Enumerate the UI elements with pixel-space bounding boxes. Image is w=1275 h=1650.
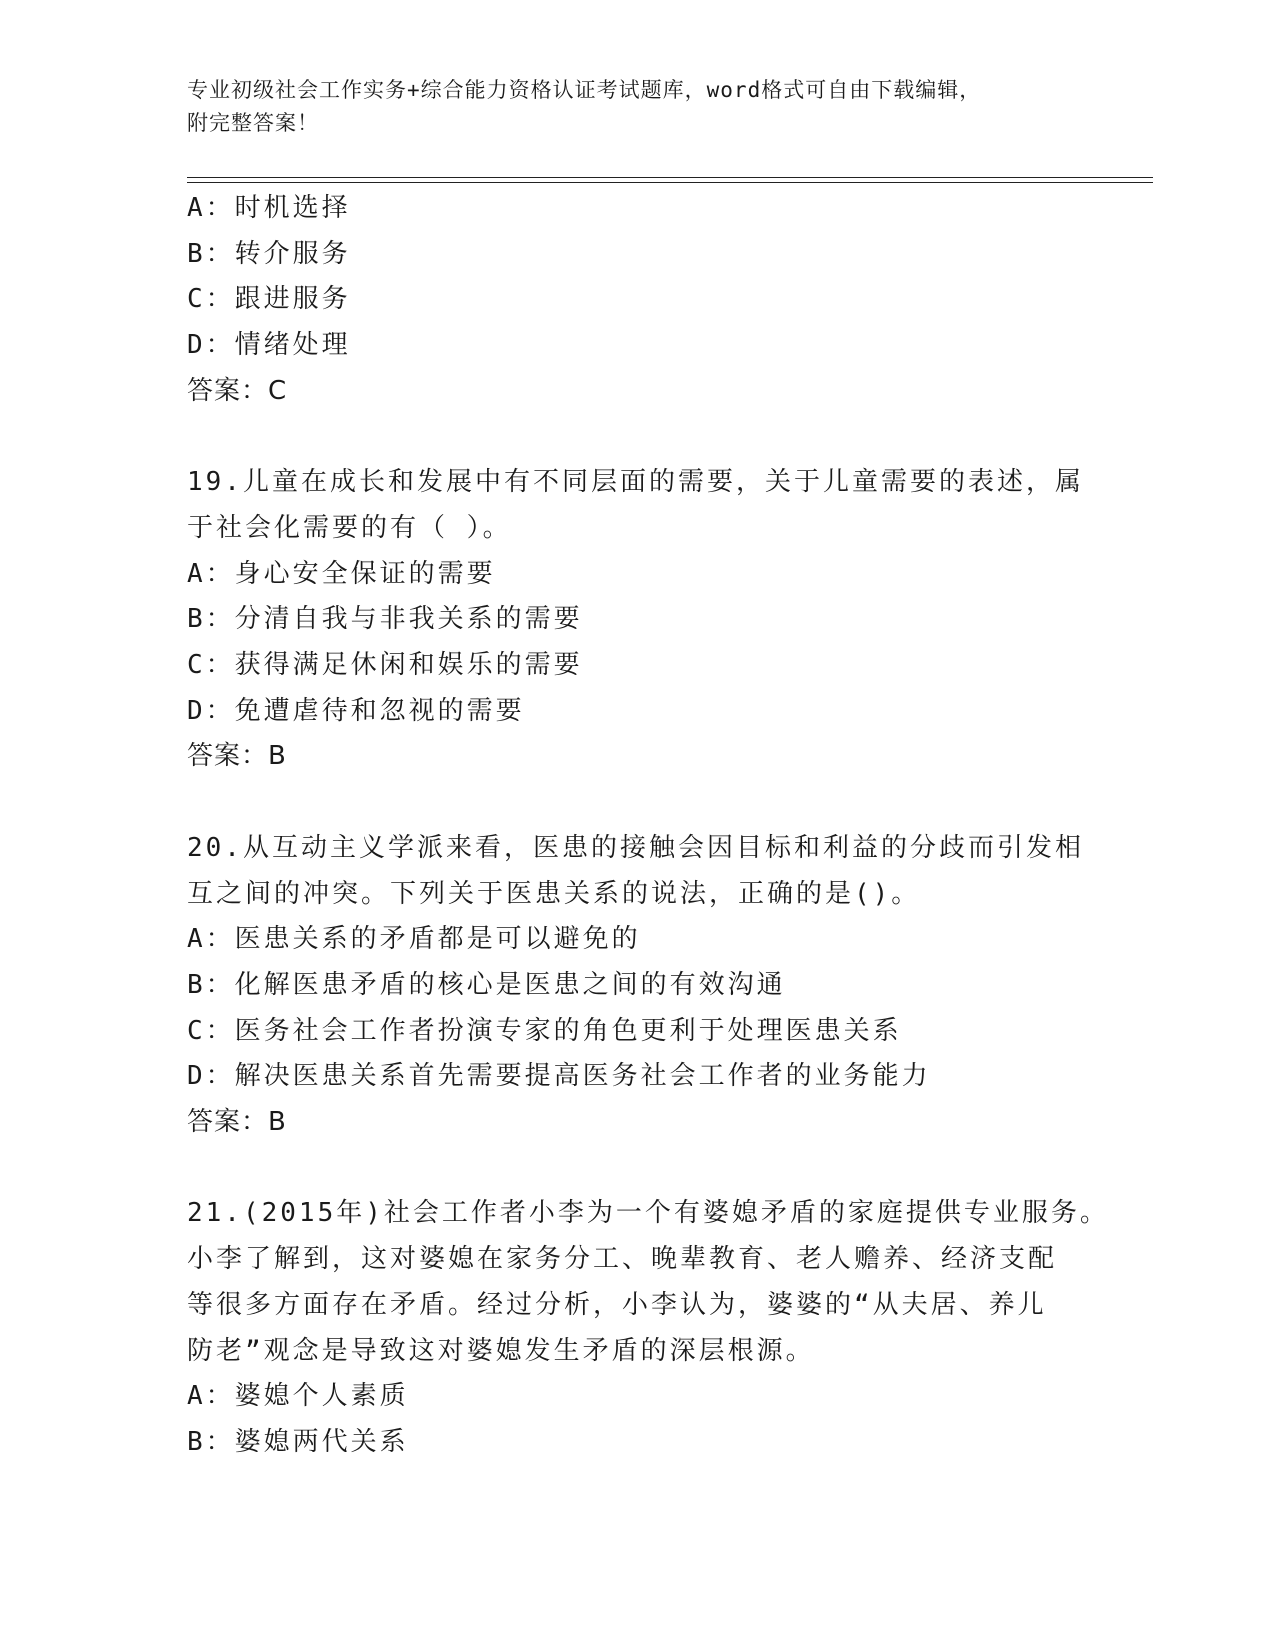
option-a: A：身心安全保证的需要 [187,558,496,589]
prev-question-block [187,186,1087,415]
header-divider-bottom [187,182,1153,183]
answer-line: 答案：C [187,375,288,406]
header-line-1: 专业初级社会工作实务+综合能力资格认证考试题库，word格式可自由下载编辑， [187,78,982,102]
answer-line: 答案：B [187,1107,287,1138]
question-21-text-3: 等很多方面存在矛盾。经过分析，小李认为，婆婆的“从夫居、养儿 [187,1289,1047,1320]
option-c: C：跟进服务 [187,284,351,315]
header-divider-top [187,177,1153,178]
answer-line: 答案：B [187,741,287,772]
document-header [187,74,1087,140]
option-a: A：医患关系的矛盾都是可以避免的 [187,924,641,955]
option-d: D：解决医患关系首先需要提高医务社会工作者的业务能力 [187,1061,931,1092]
option-b: B：分清自我与非我关系的需要 [187,604,583,635]
question-21-text-2: 小李了解到，这对婆媳在家务分工、晚辈教育、老人赡养、经济支配 [187,1244,1058,1275]
question-19-text-1: 19.儿童在成长和发展中有不同层面的需要，关于儿童需要的表述，属 [187,467,1084,498]
option-b: B：转介服务 [187,238,351,269]
question-21-text-4: 防老”观念是导致这对婆媳发生矛盾的深层根源。 [187,1335,815,1366]
option-d: D：免遭虐待和忽视的需要 [187,695,525,726]
question-20-block [187,826,1087,1146]
option-a: A：时机选择 [187,193,351,223]
option-c: C：获得满足休闲和娱乐的需要 [187,650,583,681]
spacer [187,780,1087,826]
question-21-block [187,1191,1109,1465]
spacer [187,415,1087,461]
option-b: B：化解医患矛盾的核心是医患之间的有效沟通 [187,969,786,1000]
question-20-text-2: 互之间的冲突。下列关于医患关系的说法，正确的是()。 [187,878,921,909]
option-c: C：医务社会工作者扮演专家的角色更利于处理医患关系 [187,1015,902,1046]
option-a: A：婆媳个人素质 [187,1381,409,1412]
spacer [187,1146,1087,1192]
question-19-text-2: 于社会化需要的有（ ）。 [187,512,512,543]
option-d: D：情绪处理 [187,330,351,361]
question-21-text-1: 21.(2015年)社会工作者小李为一个有婆媳矛盾的家庭提供专业服务。 [187,1198,1109,1229]
question-19-block [187,460,1087,780]
question-20-text-1: 20.从互动主义学派来看，医患的接触会因目标和利益的分歧而引发相 [187,832,1084,863]
option-b: B：婆媳两代关系 [187,1426,409,1457]
header-line-2: 附完整答案！ [187,111,319,135]
question-content [187,186,1109,1466]
